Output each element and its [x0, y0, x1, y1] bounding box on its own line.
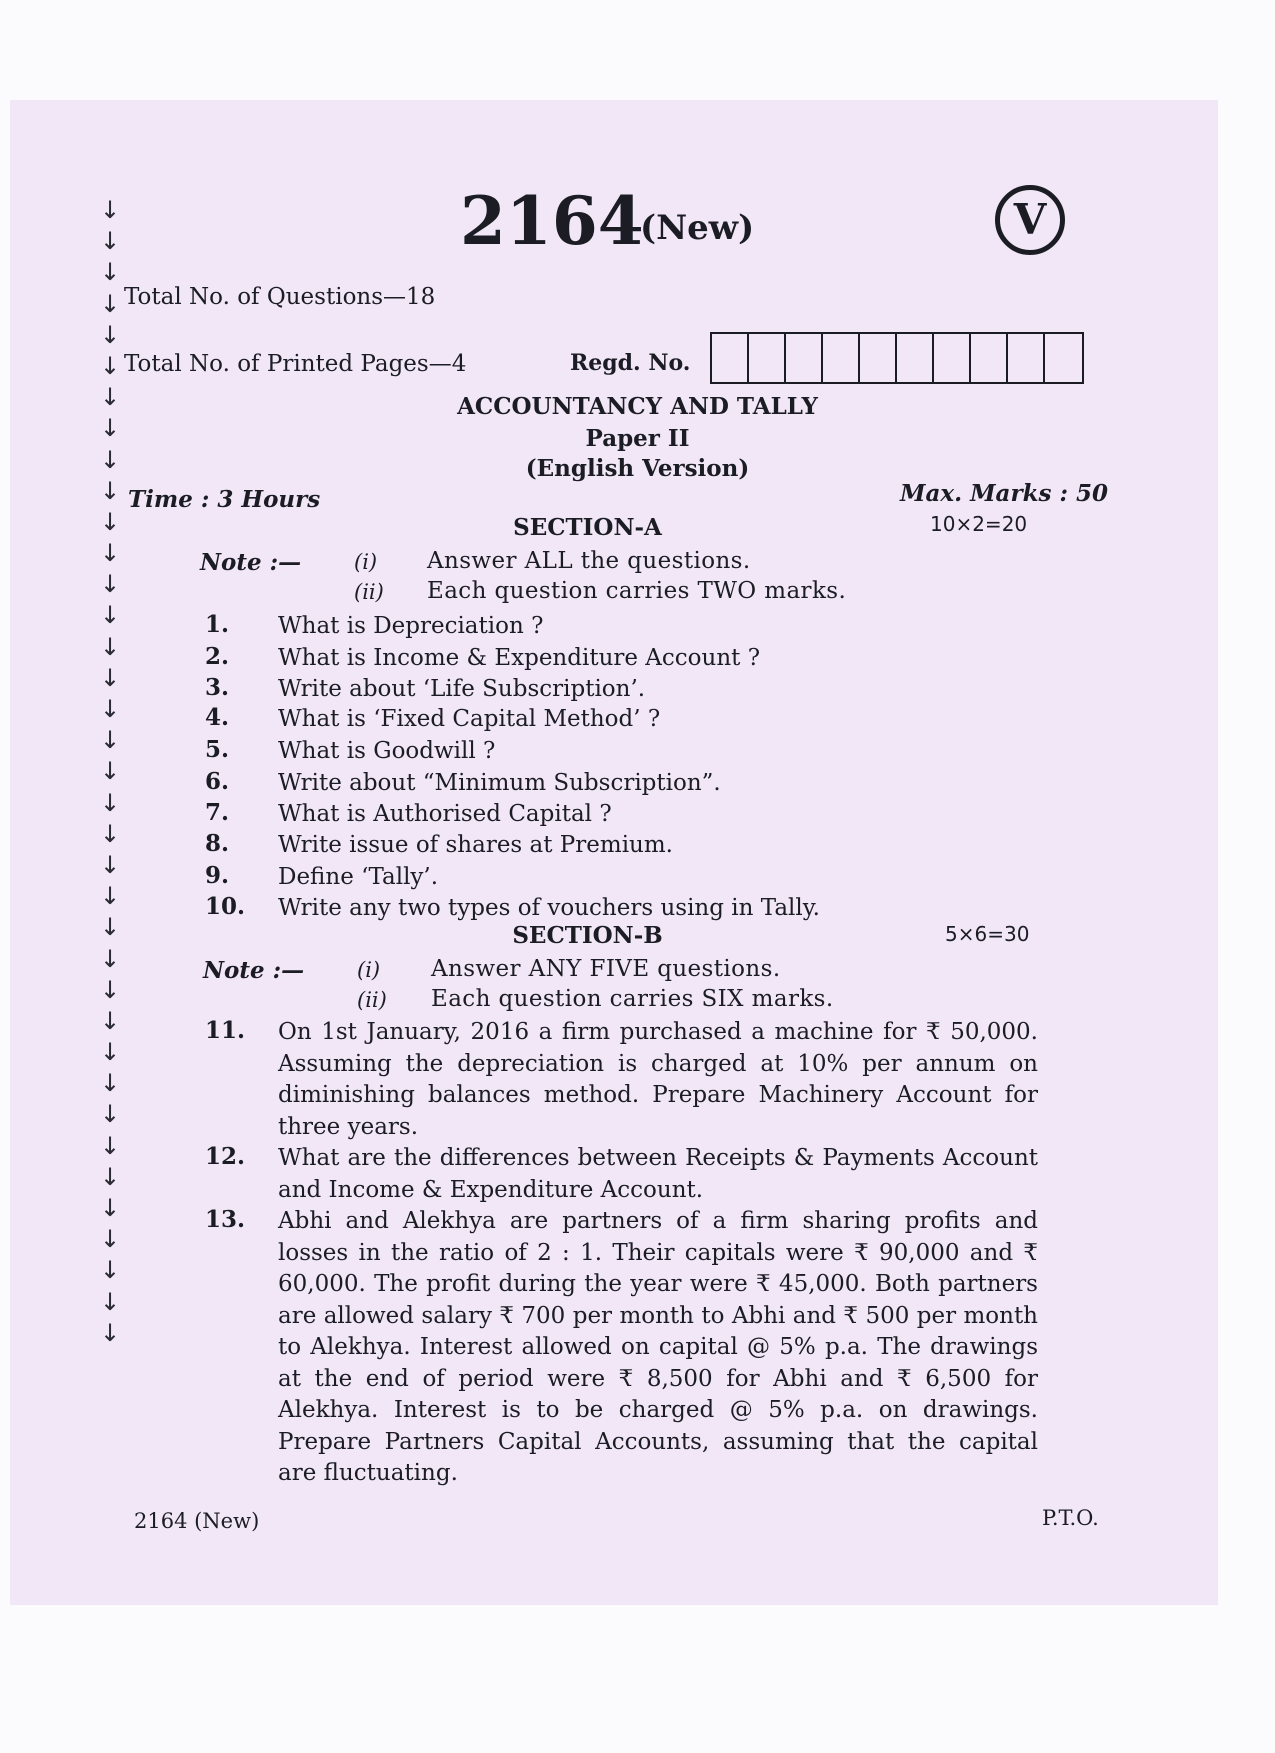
question-text: Write issue of shares at Premium. — [278, 832, 673, 858]
regd-digit-box[interactable] — [1045, 334, 1082, 382]
section-a-marks: 10×2=20 — [930, 512, 1028, 536]
section-a-note-i-roman: (i) — [354, 550, 378, 574]
regd-digit-box[interactable] — [712, 334, 749, 382]
question-text: Write about “Minimum Subscription”. — [278, 770, 721, 796]
margin-arrow-icon: ↓ — [100, 788, 121, 817]
question-text: What is Income & Expenditure Account ? — [278, 645, 761, 671]
regd-digit-box[interactable] — [786, 334, 823, 382]
margin-arrow-icon: ↓ — [100, 570, 121, 599]
margin-arrow-icon: ↓ — [100, 632, 121, 661]
section-a-note-i: Answer ALL the questions. — [427, 548, 751, 574]
question-text: Abhi and Alekhya are partners of a firm sharing profits and losses in the ratio of 2 : 1. Their capitals were ₹ 90,000 and ₹ 60,000. The profit during the year were ₹ 45,000. Both partners are allowed salary ₹ 700 per month to Abhi and ₹ 500 per month to Alekhya. Interest allowed on capital @ 5% p.a. The drawings at the end of period were ₹ 8,500 for Abhi and ₹ 6,500 for Alekhya. Interest is to be charged @ 5% p.a. on drawings. Prepare Partners Capital Accounts, assuming that the capital are fluctuating. — [278, 1208, 1038, 1486]
version-title: (English Version) — [525, 455, 750, 482]
margin-arrow-icon: ↓ — [100, 1225, 121, 1254]
total-questions: Total No. of Questions—18 — [124, 284, 436, 310]
section-a-title: SECTION-A — [513, 514, 662, 541]
margin-arrow-icon: ↓ — [100, 819, 121, 848]
total-pages: Total No. of Printed Pages—4 — [124, 351, 467, 377]
section-a-note-ii-roman: (ii) — [354, 580, 384, 604]
margin-arrow-icon: ↓ — [100, 1318, 121, 1347]
margin-arrow-icon: ↓ — [100, 975, 121, 1004]
margin-arrow-icon: ↓ — [100, 258, 121, 287]
margin-arrow-icon: ↓ — [100, 227, 121, 256]
section-b-marks: 5×6=30 — [945, 922, 1030, 946]
question-text: What is Goodwill ? — [278, 738, 496, 764]
margin-arrow-icon: ↓ — [100, 726, 121, 755]
margin-arrow-icon: ↓ — [100, 757, 121, 786]
question-number: 7. — [205, 799, 230, 826]
question-text: Write any two types of vouchers using in Tally. — [278, 895, 820, 921]
regd-digit-box[interactable] — [934, 334, 971, 382]
margin-arrow-icon: ↓ — [100, 1162, 121, 1191]
question-text: On 1st January, 2016 a firm purchased a machine for ₹ 50,000. Assuming the depreciation is charged at 10% per annum on diminishing balances method. Prepare Machinery Account for three years. — [278, 1019, 1038, 1140]
margin-arrow-icon: ↓ — [100, 476, 121, 505]
section-b-note-i-roman: (i) — [357, 958, 381, 982]
margin-arrow-icon: ↓ — [100, 539, 121, 568]
margin-arrow-icon: ↓ — [100, 1038, 121, 1067]
margin-arrow-icon: ↓ — [100, 320, 121, 349]
margin-arrow-icon: ↓ — [100, 507, 121, 536]
regd-digit-box[interactable] — [897, 334, 934, 382]
regd-digit-box[interactable] — [860, 334, 897, 382]
footer-pto: P.T.O. — [1042, 1506, 1099, 1530]
question-number: 1. — [205, 611, 230, 638]
section-a-note-label: Note :— — [200, 549, 302, 576]
question-number: 2. — [205, 643, 230, 670]
question-number: 9. — [205, 862, 230, 889]
regd-digit-box[interactable] — [1008, 334, 1045, 382]
section-b-title: SECTION-B — [512, 922, 663, 949]
margin-arrow-icon: ↓ — [100, 1006, 121, 1035]
paper-title: Paper II — [585, 425, 690, 452]
margin-arrow-icon: ↓ — [100, 601, 121, 630]
paper-code: 2164 — [460, 182, 644, 260]
regd-digit-box[interactable] — [823, 334, 860, 382]
question-number: 11. — [205, 1017, 246, 1044]
margin-arrow-icon: ↓ — [100, 351, 121, 380]
margin-arrow-icon: ↓ — [100, 445, 121, 474]
margin-arrow-icon: ↓ — [100, 1194, 121, 1222]
footer-paper-code: 2164 (New) — [134, 1509, 260, 1533]
regd-digit-box[interactable] — [971, 334, 1008, 382]
margin-arrow-icon: ↓ — [100, 882, 121, 911]
max-marks: Max. Marks : 50 — [900, 480, 1108, 507]
margin-arrow-icon: ↓ — [100, 414, 121, 443]
question-number: 5. — [205, 736, 230, 763]
margin-arrow-icon: ↓ — [100, 1287, 121, 1316]
question-number: 10. — [205, 893, 246, 920]
margin-arrow-icon: ↓ — [100, 913, 121, 942]
question-number: 8. — [205, 830, 230, 857]
section-b-note-ii: Each question carries SIX marks. — [431, 986, 834, 1012]
section-b-note-label: Note :— — [203, 957, 305, 984]
question-text: What is Depreciation ? — [278, 613, 544, 639]
question-number: 6. — [205, 768, 230, 795]
margin-arrow-icon: ↓ — [100, 1131, 121, 1160]
section-a-note-ii: Each question carries TWO marks. — [427, 578, 847, 604]
question-number: 3. — [205, 674, 230, 701]
question-text: What is ‘Fixed Capital Method’ ? — [278, 706, 661, 732]
paper-code-note: (New) — [640, 208, 755, 248]
question-text: What is Authorised Capital ? — [278, 801, 612, 827]
section-b-note-i: Answer ANY FIVE questions. — [431, 956, 781, 982]
question-text: What are the differences between Receipts & Payments Account and Income & Expenditure Account. — [278, 1145, 1038, 1203]
margin-arrow-icon: ↓ — [100, 944, 121, 973]
question-number: 12. — [205, 1143, 246, 1170]
subject-title: ACCOUNTANCY AND TALLY — [457, 393, 818, 420]
question-number: 4. — [205, 704, 230, 731]
margin-arrow-icon: ↓ — [100, 196, 121, 224]
regd-label: Regd. No. — [570, 350, 691, 376]
margin-arrow-icon: ↓ — [100, 850, 121, 879]
regd-digit-box[interactable] — [749, 334, 786, 382]
margin-arrow-icon: ↓ — [100, 1069, 121, 1098]
regd-number-boxes[interactable] — [710, 332, 1084, 384]
question-text: Write about ‘Life Subscription’. — [278, 676, 646, 702]
margin-arrow-icon: ↓ — [100, 1100, 121, 1129]
question-number: 13. — [205, 1206, 246, 1233]
margin-arrow-icon: ↓ — [100, 663, 121, 692]
margin-arrow-icon: ↓ — [100, 383, 121, 412]
margin-arrow-icon: ↓ — [100, 1256, 121, 1285]
time-allowed: Time : 3 Hours — [128, 486, 321, 513]
margin-arrow-icon: ↓ — [100, 289, 121, 318]
version-badge-icon: V — [995, 185, 1065, 255]
section-b-note-ii-roman: (ii) — [357, 988, 387, 1012]
question-text: Define ‘Tally’. — [278, 864, 439, 890]
margin-arrow-icon: ↓ — [100, 695, 121, 723]
